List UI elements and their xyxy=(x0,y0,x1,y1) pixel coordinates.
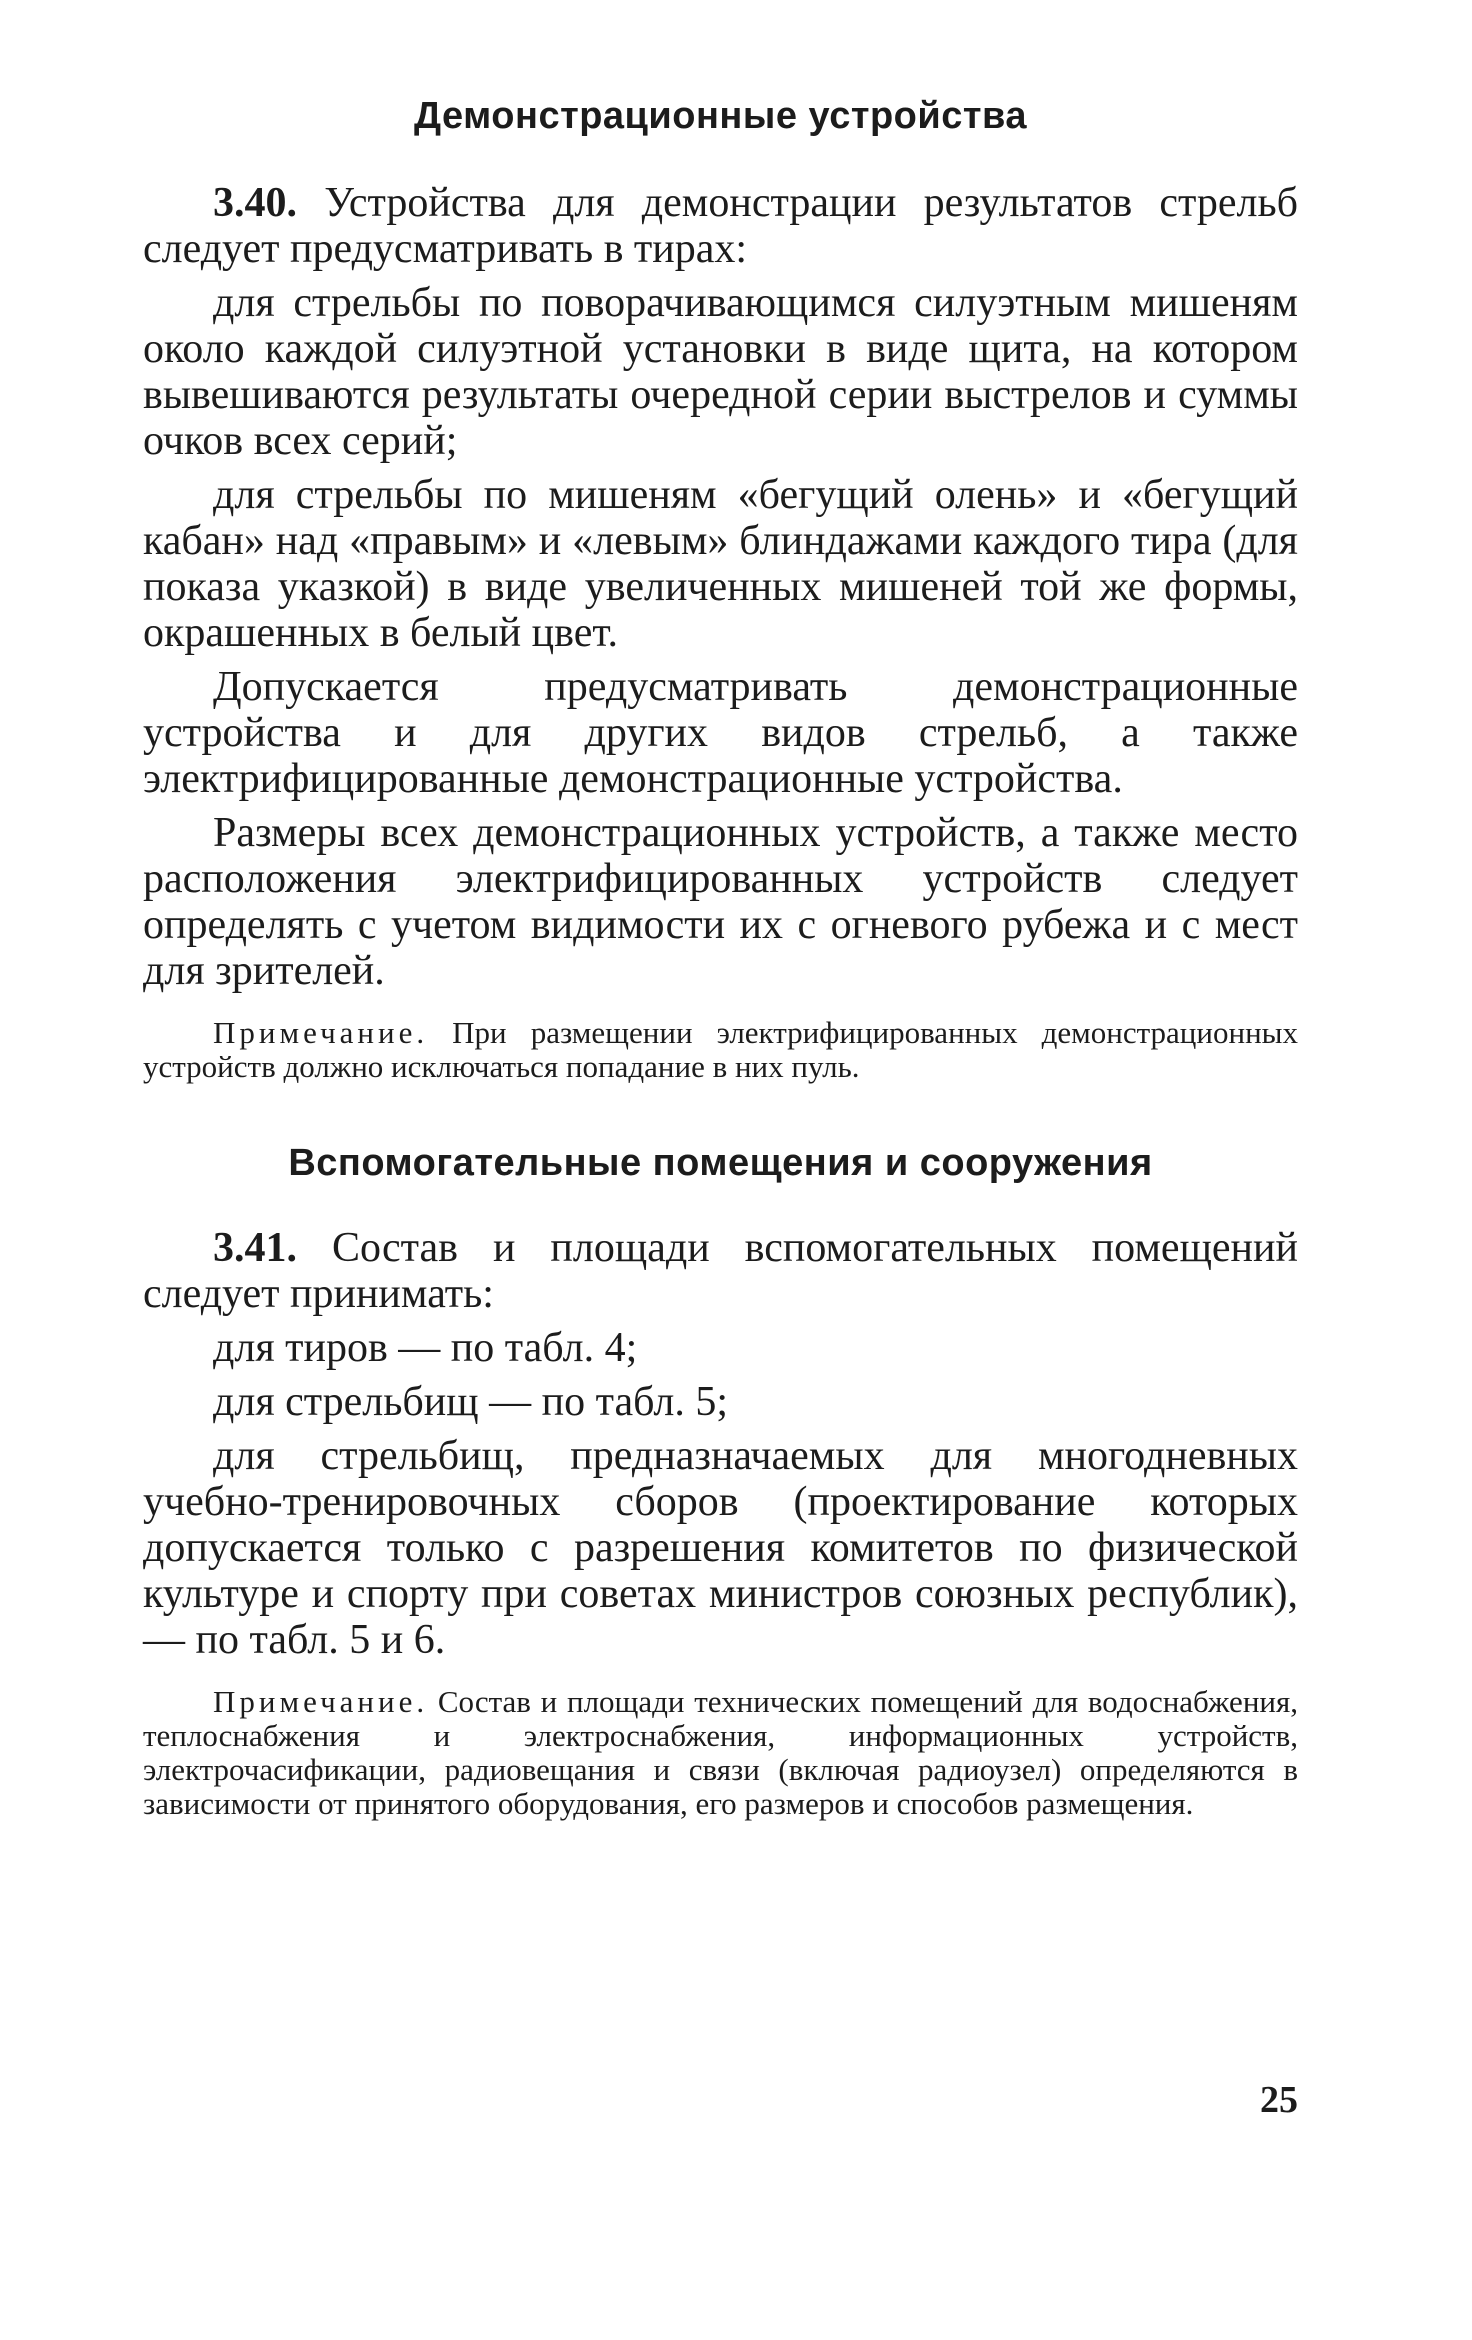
paragraph-running-targets: для стрельбы по мишеням «бегущий олень» и «бегущий кабан» над «правым» и «левым» блиндажами каждого тира (для показа указкой) в виде увеличенных мишеней той же формы, окрашенных в белый цвет. xyxy=(143,472,1298,656)
note-technical-rooms xyxy=(143,1685,1298,1821)
note-text: Состав и площади технических помещений для водоснабжения, теплоснабжения и электроснабжения, информационных устройств, электрочасификации, радиовещания и связи (включая радиоузел) определяются в зависимости от принятого оборудования, его размеров и способов размещения. xyxy=(143,1684,1299,1821)
paragraph-training-camps: для стрельбищ, предназначаемых для многодневных учебно-тренировочных сборов (проектирование которых допускается только с разрешения комитетов по физической культуре и спорту при советах министров союзных республик), — по табл. 5 и 6. xyxy=(143,1433,1298,1663)
paragraph-3-40-text: Устройства для демонстрации результатов стрельб следует предусматривать в тирах: xyxy=(143,180,1299,272)
paragraph-device-sizes: Размеры всех демонстрационных устройств, а также место расположения электрифицированных устройств следует определять с учетом видимости их с огневого рубежа и с мест для зрителей. xyxy=(143,810,1298,994)
paragraph-3-41-text: Состав и площади вспомогательных помещений следует принимать: xyxy=(143,1225,1298,1317)
line-shooting-ranges: для стрельбищ — по табл. 5; xyxy=(213,1379,729,1425)
section-heading-demonstration-devices: Демонстрационные устройства xyxy=(414,95,1027,137)
paragraph-silhouette-targets: для стрельбы по поворачивающимся силуэтным мишеням около каждой силуэтной установки в виде щита, на котором вывешиваются результаты очередной серии выстрелов и суммы очков всех серий; xyxy=(143,280,1298,464)
page-content xyxy=(143,95,1298,1821)
line-shooting-galleries: для тиров — по табл. 4; xyxy=(213,1325,638,1371)
clause-number-3-40: 3.40. xyxy=(213,180,297,226)
note-text: При размещении электрифицированных демонстрационных устройств должно исключаться попадание в них пуль. xyxy=(143,1015,1298,1084)
note-label: Примечание. xyxy=(213,1015,429,1050)
clause-number-3-41: 3.41. xyxy=(213,1225,297,1271)
section-heading-auxiliary-rooms: Вспомогательные помещения и сооружения xyxy=(288,1142,1153,1184)
paragraph-other-devices: Допускается предусматривать демонстрационные устройства и для других видов стрельб, а также электрифицированные демонстрационные устройства. xyxy=(143,664,1298,802)
note-electrified-devices xyxy=(143,1016,1298,1084)
page-number: 25 xyxy=(1260,2079,1298,2121)
paragraph-3-41 xyxy=(143,1225,1298,1317)
note-label: Примечание. xyxy=(213,1684,429,1719)
paragraph-3-40 xyxy=(143,180,1298,272)
